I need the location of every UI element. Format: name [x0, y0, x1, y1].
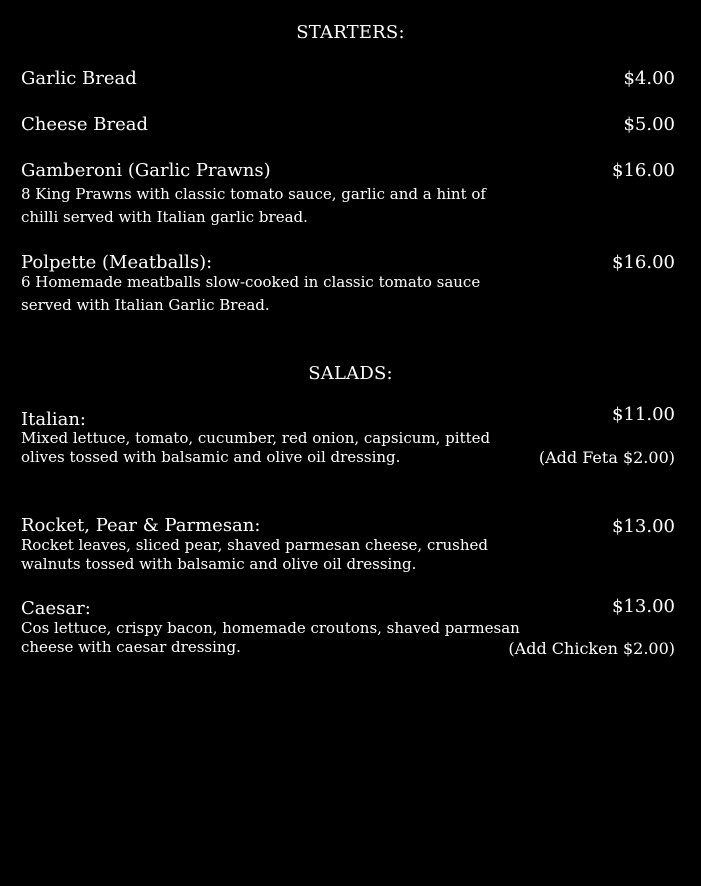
menu-item-price: $16.00 [612, 160, 675, 181]
menu-item-description [21, 619, 520, 657]
menu-item-name: Rocket, Pear & Parmesan: [21, 515, 261, 536]
menu-item-price: $11.00 [612, 404, 675, 425]
description-line: Cos lettuce, crispy bacon, homemade croutons, shaved parmesan [21, 619, 520, 637]
menu-item-name: Caesar: [21, 598, 91, 619]
menu-item-name: Garlic Bread [21, 68, 137, 89]
menu-item-name: Cheese Bread [21, 114, 149, 135]
menu-item-description [21, 183, 486, 229]
menu-item-description [21, 271, 481, 317]
menu-item-price: $13.00 [612, 596, 675, 617]
menu-item-name: Italian: [21, 409, 86, 430]
menu-item-price: $5.00 [623, 114, 675, 135]
description-line: Rocket leaves, sliced pear, shaved parmesan cheese, crushed [21, 536, 489, 554]
menu-item-description [21, 536, 489, 574]
description-line: served with Italian Garlic Bread. [21, 296, 270, 314]
menu-item-price: $13.00 [612, 516, 675, 537]
menu-item-price: $4.00 [623, 68, 675, 89]
description-line: 6 Homemade meatballs slow-cooked in classic tomato sauce [21, 273, 481, 291]
menu-item-name: Gamberoni (Garlic Prawns) [21, 160, 271, 181]
description-line: Mixed lettuce, tomato, cucumber, red onion, capsicum, pitted [21, 429, 491, 447]
description-line: walnuts tossed with balsamic and olive oil dressing. [21, 555, 417, 573]
menu-item-addon: (Add Feta $2.00) [538, 448, 675, 467]
description-line: 8 King Prawns with classic tomato sauce, garlic and a hint of [21, 185, 486, 203]
description-line: olives tossed with balsamic and olive oil dressing. [21, 448, 401, 466]
starters-heading: STARTERS: [296, 22, 405, 43]
description-line: cheese with caesar dressing. [21, 638, 241, 656]
menu-item-description [21, 429, 491, 467]
menu-item-addon: (Add Chicken $2.00) [508, 639, 675, 658]
description-line: chilli served with Italian garlic bread. [21, 208, 308, 226]
salads-heading: SALADS: [308, 363, 393, 384]
menu-item-price: $16.00 [612, 252, 675, 273]
menu-item-name: Polpette (Meatballs): [21, 252, 213, 273]
